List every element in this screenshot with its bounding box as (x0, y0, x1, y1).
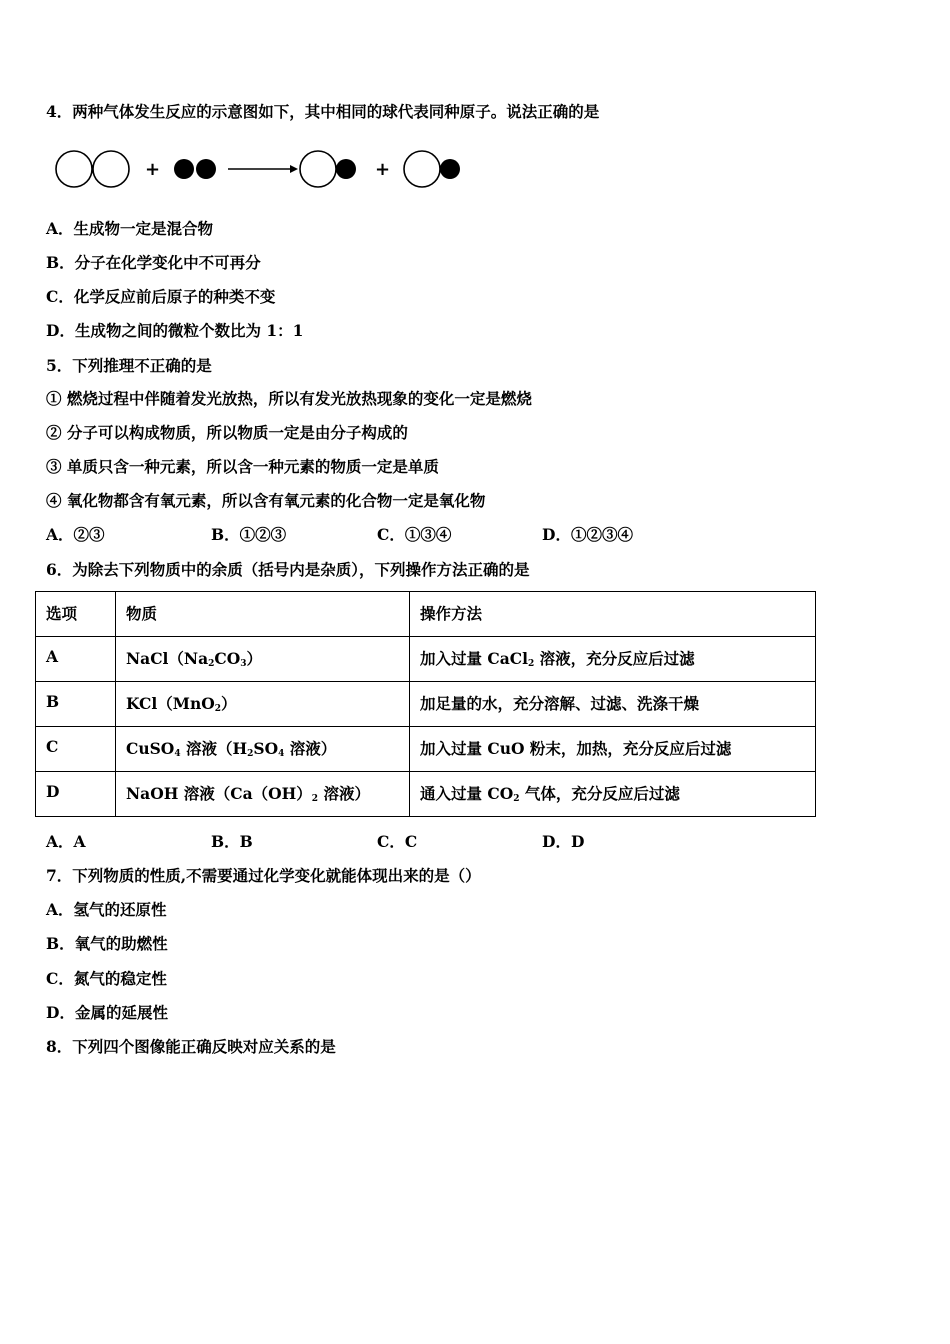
q5-statement-3: ③ 单质只含一种元素，所以含一种元素的物质一定是单质 (46, 457, 439, 476)
header-method: 操作方法 (410, 592, 816, 637)
plus-sign: + (375, 159, 391, 180)
row-option: A (36, 637, 116, 682)
plus-sign: + (145, 159, 161, 180)
reactant-molecule-black (174, 159, 216, 179)
q4-option-b: B．分子在化学变化中不可再分 (46, 253, 261, 272)
q5-stem: 5．下列推理不正确的是 (46, 356, 212, 375)
q7-option-b: B．氧气的助燃性 (46, 934, 168, 953)
row-method: 加足量的水，充分溶解、过滤、洗涤干燥 (410, 682, 816, 727)
q6-option-a: A．A (46, 832, 86, 851)
q4-option-c: C．化学反应前后原子的种类不变 (46, 287, 276, 306)
q4-option-a: A．生成物一定是混合物 (46, 219, 214, 238)
table-row (36, 682, 816, 727)
table-row (36, 772, 816, 817)
q5-option-a: A．②③ (46, 525, 105, 544)
q5-statement-1: ① 燃烧过程中伴随着发光放热，所以有发光放热现象的变化一定是燃烧 (46, 389, 532, 408)
row-substance: CuSO$_4$ 溶液（$H_2SO_4$ 溶液） (116, 727, 410, 772)
product-molecule-2 (404, 151, 460, 187)
q7-stem: 7．下列物质的性质,不需要通过化学变化就能体现出来的是（） (46, 866, 481, 885)
reaction-arrow (228, 165, 298, 173)
q5-statement-2: ② 分子可以构成物质，所以物质一定是由分子构成的 (46, 423, 408, 442)
header-option: 选项 (36, 592, 116, 637)
row-option: B (36, 682, 116, 727)
row-method: 通入过量 $CO_2$ 气体，充分反应后过滤 (410, 772, 816, 817)
q7-option-d: D．金属的延展性 (46, 1003, 168, 1022)
q8-stem: 8．下列四个图像能正确反映对应关系的是 (46, 1037, 336, 1056)
table-row (36, 727, 816, 772)
q6-options (46, 832, 726, 852)
q5-option-b: B．①②③ (211, 525, 287, 544)
q7-option-c: C．氮气的稳定性 (46, 969, 167, 988)
q6-option-b: B．B (211, 832, 253, 851)
header-substance: 物质 (116, 592, 410, 637)
q7-option-a: A．氢气的还原性 (46, 900, 167, 919)
q6-table (35, 591, 816, 817)
row-method: 加入过量 CuO 粉末，加热，充分反应后过滤 (410, 727, 816, 772)
q6-option-d: D．D (542, 832, 585, 851)
q5-option-d: D．①②③④ (542, 525, 633, 544)
row-option: D (36, 772, 116, 817)
table-row (36, 637, 816, 682)
row-substance: KCl（MnO$_2$） (116, 682, 410, 727)
q6-option-c: C．C (377, 832, 418, 851)
q4-option-d: D．生成物之间的微粒个数比为 1：1 (46, 321, 304, 340)
product-molecule-1 (300, 151, 356, 187)
table-header-row (36, 592, 816, 637)
row-method: 加入过量 CaCl$_2$ 溶液，充分反应后过滤 (410, 637, 816, 682)
reaction-diagram (50, 140, 470, 200)
reactant-molecule-white (56, 151, 129, 187)
q5-options (46, 525, 726, 545)
q4-stem: 4．两种气体发生反应的示意图如下，其中相同的球代表同种原子。说法正确的是 (46, 102, 600, 121)
row-substance: $NaCl(Na_2CO_3)$ (116, 637, 410, 682)
q6-stem: 6．为除去下列物质中的余质（括号内是杂质），下列操作方法正确的是 (46, 560, 530, 579)
q5-option-c: C．①③④ (377, 525, 452, 544)
row-option: C (36, 727, 116, 772)
q5-statement-4: ④ 氧化物都含有氧元素，所以含有氧元素的化合物一定是氧化物 (46, 491, 486, 510)
row-substance: NaOH 溶液（$Ca(OH)_2$ 溶液） (116, 772, 410, 817)
